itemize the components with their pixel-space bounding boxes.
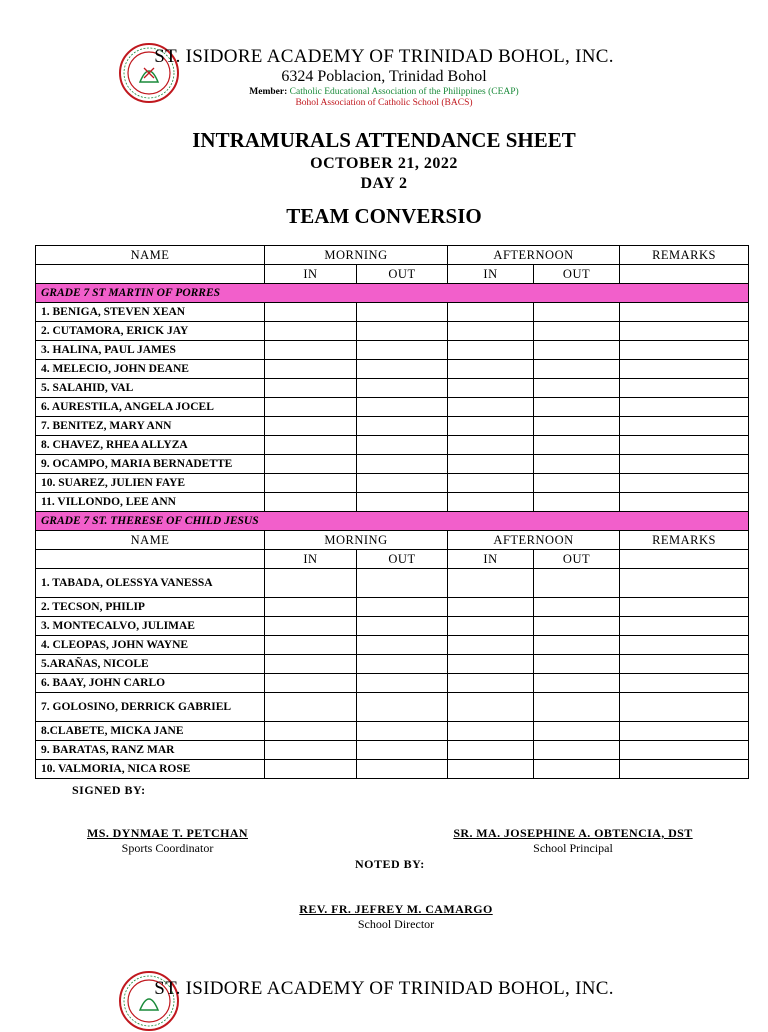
afternoon-in-cell bbox=[448, 341, 534, 360]
morning-out-cell bbox=[357, 322, 448, 341]
afternoon-out-cell bbox=[534, 474, 620, 493]
student-row bbox=[36, 341, 749, 360]
morning-in-cell bbox=[265, 569, 357, 598]
document-day: DAY 2 bbox=[360, 175, 408, 192]
morning-in-cell bbox=[265, 322, 357, 341]
afternoon-in-cell bbox=[448, 617, 534, 636]
student-row bbox=[36, 598, 749, 617]
afternoon-in-header: IN bbox=[448, 550, 534, 569]
morning-in-cell bbox=[265, 493, 357, 512]
afternoon-out-cell bbox=[534, 569, 620, 598]
afternoon-out-cell bbox=[534, 303, 620, 322]
coordinator-name: MS. DYNMAE T. PETCHAN bbox=[87, 826, 248, 840]
remarks-cell bbox=[620, 760, 749, 779]
afternoon-out-cell bbox=[534, 655, 620, 674]
student-name: 2. TECSON, PHILIP bbox=[36, 598, 265, 617]
student-name: 7. GOLOSINO, DERRICK GABRIEL bbox=[36, 693, 265, 722]
team-name: TEAM CONVERSIO bbox=[286, 204, 482, 228]
afternoon-out-cell bbox=[534, 322, 620, 341]
morning-in-cell bbox=[265, 379, 357, 398]
coordinator-signature bbox=[50, 826, 285, 856]
afternoon-in-cell bbox=[448, 379, 534, 398]
student-name: 9. OCAMPO, MARIA BERNADETTE bbox=[36, 455, 265, 474]
remarks-column-header: REMARKS bbox=[620, 531, 749, 550]
student-row bbox=[36, 569, 749, 598]
morning-out-cell bbox=[357, 360, 448, 379]
school-name: ST. ISIDORE ACADEMY OF TRINIDAD BOHOL, INC. bbox=[154, 978, 614, 999]
morning-out-cell bbox=[357, 741, 448, 760]
student-row bbox=[36, 617, 749, 636]
morning-in-cell bbox=[265, 360, 357, 379]
student-name: 3. HALINA, PAUL JAMES bbox=[36, 341, 265, 360]
student-row bbox=[36, 760, 749, 779]
student-row bbox=[36, 741, 749, 760]
morning-out-cell bbox=[357, 474, 448, 493]
afternoon-in-cell bbox=[448, 693, 534, 722]
student-row bbox=[36, 655, 749, 674]
student-name: 4. MELECIO, JOHN DEANE bbox=[36, 360, 265, 379]
morning-out-cell bbox=[357, 598, 448, 617]
member-org-ceap: Catholic Educational Association of the Philippines (CEAP) bbox=[289, 87, 519, 97]
morning-out-cell bbox=[357, 436, 448, 455]
afternoon-in-header: IN bbox=[448, 265, 534, 284]
morning-out-cell bbox=[357, 341, 448, 360]
student-name: 2. CUTAMORA, ERICK JAY bbox=[36, 322, 265, 341]
morning-column-header: MORNING bbox=[265, 246, 448, 265]
morning-out-cell bbox=[357, 760, 448, 779]
afternoon-in-cell bbox=[448, 569, 534, 598]
remarks-cell bbox=[620, 303, 749, 322]
afternoon-out-cell bbox=[534, 360, 620, 379]
student-row bbox=[36, 474, 749, 493]
remarks-column-header: REMARKS bbox=[620, 246, 749, 265]
remarks-cell bbox=[620, 693, 749, 722]
table-header-row bbox=[36, 531, 749, 550]
student-name: 9. BARATAS, RANZ MAR bbox=[36, 741, 265, 760]
student-name: 3. MONTECALVO, JULIMAE bbox=[36, 617, 265, 636]
principal-title: School Principal bbox=[533, 841, 613, 855]
student-row bbox=[36, 722, 749, 741]
member-label: Member: bbox=[249, 87, 288, 97]
remarks-cell bbox=[620, 674, 749, 693]
morning-in-cell bbox=[265, 455, 357, 474]
afternoon-out-cell bbox=[534, 636, 620, 655]
afternoon-in-cell bbox=[448, 674, 534, 693]
remarks-cell bbox=[620, 455, 749, 474]
remarks-cell bbox=[620, 722, 749, 741]
afternoon-in-cell bbox=[448, 655, 534, 674]
student-name: 8.CLABETE, MICKA JANE bbox=[36, 722, 265, 741]
director-title: School Director bbox=[357, 917, 435, 931]
afternoon-in-cell bbox=[448, 636, 534, 655]
morning-in-header: IN bbox=[265, 550, 357, 569]
student-name: 1. BENIGA, STEVEN XEAN bbox=[36, 303, 265, 322]
afternoon-in-cell bbox=[448, 303, 534, 322]
table-subheader-row bbox=[36, 265, 749, 284]
afternoon-out-cell bbox=[534, 722, 620, 741]
group-row bbox=[36, 284, 749, 303]
principal-name: SR. MA. JOSEPHINE A. OBTENCIA, DST bbox=[453, 826, 693, 840]
remarks-cell bbox=[620, 474, 749, 493]
student-row bbox=[36, 436, 749, 455]
document-title: INTRAMURALS ATTENDANCE SHEET bbox=[192, 128, 576, 152]
morning-in-cell bbox=[265, 303, 357, 322]
afternoon-out-cell bbox=[534, 398, 620, 417]
morning-out-header: OUT bbox=[357, 265, 448, 284]
student-name: 6. AURESTILA, ANGELA JOCEL bbox=[36, 398, 265, 417]
morning-out-cell bbox=[357, 303, 448, 322]
morning-in-cell bbox=[265, 417, 357, 436]
remarks-cell bbox=[620, 617, 749, 636]
coordinator-title: Sports Coordinator bbox=[121, 841, 214, 855]
morning-out-cell bbox=[357, 693, 448, 722]
student-row bbox=[36, 303, 749, 322]
remarks-cell bbox=[620, 322, 749, 341]
morning-out-cell bbox=[357, 569, 448, 598]
group-name: GRADE 7 ST MARTIN OF PORRES bbox=[36, 284, 749, 303]
school-name: ST. ISIDORE ACADEMY OF TRINIDAD BOHOL, INC. bbox=[154, 46, 614, 67]
afternoon-out-cell bbox=[534, 341, 620, 360]
school-address: 6324 Poblacion, Trinidad Bohol bbox=[281, 68, 487, 85]
principal-signature bbox=[420, 826, 726, 856]
afternoon-out-cell bbox=[534, 760, 620, 779]
morning-in-cell bbox=[265, 341, 357, 360]
student-name: 7. BENITEZ, MARY ANN bbox=[36, 417, 265, 436]
morning-in-cell bbox=[265, 760, 357, 779]
remarks-cell bbox=[620, 436, 749, 455]
student-row bbox=[36, 322, 749, 341]
morning-in-cell bbox=[265, 741, 357, 760]
afternoon-in-cell bbox=[448, 455, 534, 474]
remarks-cell bbox=[620, 569, 749, 598]
morning-in-cell bbox=[265, 693, 357, 722]
morning-in-cell bbox=[265, 722, 357, 741]
student-row bbox=[36, 455, 749, 474]
blank-cell bbox=[36, 265, 265, 284]
membership-line bbox=[0, 87, 768, 98]
afternoon-in-cell bbox=[448, 436, 534, 455]
morning-in-cell bbox=[265, 617, 357, 636]
remarks-cell bbox=[620, 598, 749, 617]
student-name: 5.ARAÑAS, NICOLE bbox=[36, 655, 265, 674]
student-row bbox=[36, 636, 749, 655]
afternoon-in-cell bbox=[448, 722, 534, 741]
afternoon-out-cell bbox=[534, 617, 620, 636]
student-name: 4. CLEOPAS, JOHN WAYNE bbox=[36, 636, 265, 655]
name-column-header: NAME bbox=[36, 246, 265, 265]
morning-out-cell bbox=[357, 455, 448, 474]
student-name: 10. VALMORIA, NICA ROSE bbox=[36, 760, 265, 779]
afternoon-out-cell bbox=[534, 455, 620, 474]
student-row bbox=[36, 360, 749, 379]
afternoon-out-cell bbox=[534, 436, 620, 455]
student-name: 11. VILLONDO, LEE ANN bbox=[36, 493, 265, 512]
student-row bbox=[36, 493, 749, 512]
afternoon-in-cell bbox=[448, 360, 534, 379]
afternoon-out-header: OUT bbox=[534, 550, 620, 569]
afternoon-in-cell bbox=[448, 417, 534, 436]
afternoon-out-header: OUT bbox=[534, 265, 620, 284]
remarks-cell bbox=[620, 379, 749, 398]
table-subheader-row bbox=[36, 550, 749, 569]
remarks-cell bbox=[620, 741, 749, 760]
morning-in-cell bbox=[265, 474, 357, 493]
name-column-header: NAME bbox=[36, 531, 265, 550]
student-name: 10. SUAREZ, JULIEN FAYE bbox=[36, 474, 265, 493]
remarks-cell bbox=[620, 360, 749, 379]
student-row bbox=[36, 379, 749, 398]
remarks-cell bbox=[620, 417, 749, 436]
afternoon-column-header: AFTERNOON bbox=[448, 246, 620, 265]
morning-out-cell bbox=[357, 379, 448, 398]
morning-out-cell bbox=[357, 493, 448, 512]
blank-cell bbox=[36, 550, 265, 569]
morning-out-cell bbox=[357, 417, 448, 436]
morning-in-cell bbox=[265, 436, 357, 455]
remarks-cell bbox=[620, 493, 749, 512]
student-name: 1. TABADA, OLESSYA VANESSA bbox=[36, 569, 265, 598]
afternoon-out-cell bbox=[534, 417, 620, 436]
table-header-row bbox=[36, 246, 749, 265]
noted-by-label: NOTED BY: bbox=[355, 857, 425, 871]
student-row bbox=[36, 417, 749, 436]
remarks-cell bbox=[620, 655, 749, 674]
afternoon-in-cell bbox=[448, 493, 534, 512]
morning-in-cell bbox=[265, 598, 357, 617]
afternoon-in-cell bbox=[448, 322, 534, 341]
director-name: REV. FR. JEFREY M. CAMARGO bbox=[299, 902, 493, 916]
afternoon-out-cell bbox=[534, 674, 620, 693]
morning-out-cell bbox=[357, 617, 448, 636]
morning-in-cell bbox=[265, 655, 357, 674]
afternoon-in-cell bbox=[448, 760, 534, 779]
afternoon-in-cell bbox=[448, 474, 534, 493]
morning-out-cell bbox=[357, 655, 448, 674]
morning-in-cell bbox=[265, 636, 357, 655]
morning-out-cell bbox=[357, 636, 448, 655]
morning-in-header: IN bbox=[265, 265, 357, 284]
attendance-table bbox=[35, 245, 749, 779]
afternoon-out-cell bbox=[534, 598, 620, 617]
afternoon-in-cell bbox=[448, 398, 534, 417]
student-row bbox=[36, 398, 749, 417]
student-name: 6. BAAY, JOHN CARLO bbox=[36, 674, 265, 693]
afternoon-in-cell bbox=[448, 741, 534, 760]
morning-out-cell bbox=[357, 722, 448, 741]
afternoon-out-cell bbox=[534, 493, 620, 512]
afternoon-out-cell bbox=[534, 693, 620, 722]
morning-out-header: OUT bbox=[357, 550, 448, 569]
remarks-cell bbox=[620, 398, 749, 417]
morning-out-cell bbox=[357, 398, 448, 417]
morning-column-header: MORNING bbox=[265, 531, 448, 550]
document-date: OCTOBER 21, 2022 bbox=[310, 155, 458, 172]
blank-cell bbox=[620, 265, 749, 284]
blank-cell bbox=[620, 550, 749, 569]
group-name: GRADE 7 ST. THERESE OF CHILD JESUS bbox=[36, 512, 749, 531]
group-row bbox=[36, 512, 749, 531]
morning-in-cell bbox=[265, 398, 357, 417]
afternoon-in-cell bbox=[448, 598, 534, 617]
student-name: 5. SALAHID, VAL bbox=[36, 379, 265, 398]
afternoon-out-cell bbox=[534, 741, 620, 760]
remarks-cell bbox=[620, 636, 749, 655]
morning-out-cell bbox=[357, 674, 448, 693]
morning-in-cell bbox=[265, 674, 357, 693]
afternoon-column-header: AFTERNOON bbox=[448, 531, 620, 550]
remarks-cell bbox=[620, 341, 749, 360]
student-row bbox=[36, 674, 749, 693]
student-name: 8. CHAVEZ, RHEA ALLYZA bbox=[36, 436, 265, 455]
signed-by-label: SIGNED BY: bbox=[72, 783, 146, 797]
student-row bbox=[36, 693, 749, 722]
director-signature bbox=[254, 902, 538, 932]
member-org-bacs: Bohol Association of Catholic School (BACS) bbox=[295, 98, 473, 108]
afternoon-out-cell bbox=[534, 379, 620, 398]
